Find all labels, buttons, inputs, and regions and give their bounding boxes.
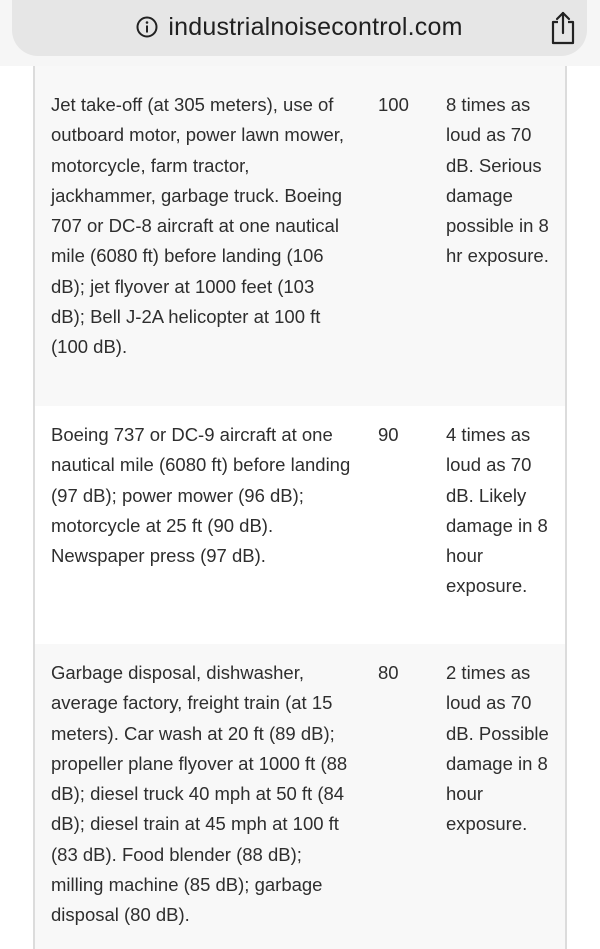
- table-row: [35, 406, 565, 644]
- table-row: [35, 66, 565, 406]
- row-description: Jet take-off (at 305 meters), use of outboard motor, power lawn mower, motorcycle, farm tractor, jackhammer, garbage truck. Boeing 707 or DC-8 aircraft at one nautical mile (6080 ft) before landing (106 dB); jet flyover at 1000 feet (103 dB); Bell J-2A helicopter at 100 ft (100 dB).: [51, 94, 345, 358]
- address-bar[interactable]: [12, 0, 587, 56]
- table-right-border: [565, 66, 567, 949]
- page-content: [0, 66, 600, 949]
- share-icon[interactable]: [546, 10, 580, 46]
- row-effect: 8 times as loud as 70 dB. Serious damage possible in 8 hr exposure.: [446, 94, 549, 267]
- row-effect: 4 times as loud as 70 dB. Likely damage in 8 hour exposure.: [446, 424, 548, 597]
- row-decibels: 100: [378, 94, 409, 115]
- table-row: [35, 644, 565, 949]
- url-domain[interactable]: industrialnoisecontrol.com: [168, 12, 463, 41]
- row-description: Boeing 737 or DC-9 aircraft at one nautical mile (6080 ft) before landing (97 dB); power mower (96 dB); motorcycle at 25 ft (90 dB). Newspaper press (97 dB).: [51, 424, 351, 567]
- row-effect: 2 times as loud as 70 dB. Possible damage in 8 hour exposure.: [446, 662, 549, 835]
- info-circle-icon[interactable]: [136, 16, 158, 38]
- address-bar-content[interactable]: [12, 10, 587, 44]
- browser-top-bar: [0, 0, 600, 66]
- row-decibels: 90: [378, 424, 399, 445]
- noise-level-table: [35, 66, 565, 949]
- row-description: Garbage disposal, dishwasher, average factory, freight train (at 15 meters). Car wash at 20 ft (89 dB); propeller plane flyover at 1000 ft (88 dB); diesel truck 40 mph at 50 ft (84 dB); diesel train at 45 mph at 100 ft (83 dB). Food blender (88 dB); milling machine (85 dB); garbage disposal (80 dB).: [51, 662, 348, 926]
- row-decibels: 80: [378, 662, 399, 683]
